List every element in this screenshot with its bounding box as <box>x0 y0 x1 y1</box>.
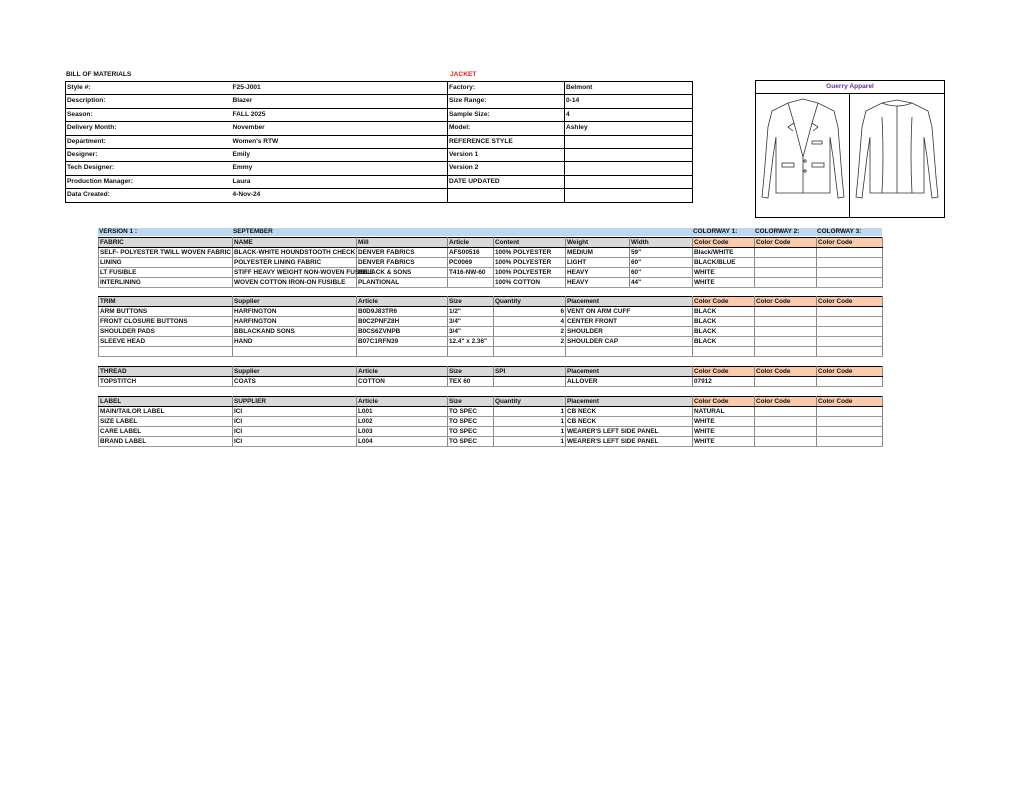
fabric-header-cell: Weight <box>566 238 630 248</box>
label-cell: WHITE <box>693 417 755 427</box>
back-sketch <box>852 97 942 215</box>
trim-header-cell: Placement <box>566 297 693 307</box>
colorway-3-label: COLORWAY 3: <box>816 228 882 236</box>
info-row <box>66 122 693 135</box>
thread-cell: COTTON <box>357 377 448 387</box>
info-right-value: Ashley <box>565 122 693 135</box>
trim-cell: BLACK <box>693 307 755 317</box>
fabric-cell: 100% POLYESTER <box>494 268 566 278</box>
fabric-header-cell: NAME <box>233 238 357 248</box>
fabric-cell: T416-NW-60 <box>448 268 494 278</box>
fabric-cell: STIFF HEAVY WEIGHT NON-WOVEN FUSIBLE <box>234 269 374 276</box>
trim-header-cell: Color Code <box>693 297 755 307</box>
trim-cell: SHOULDER PADS <box>99 327 233 337</box>
trim-cell: FRONT CLOSURE BUTTONS <box>99 317 233 327</box>
trim-cell: BLACK <box>693 317 755 327</box>
info-left-value: Women's RTW <box>232 135 448 148</box>
fabric-cell: LINING <box>99 258 233 268</box>
info-right-value <box>565 162 693 175</box>
label-cell <box>755 437 817 447</box>
trim-cell: 1/2" <box>448 307 494 317</box>
label-cell: L002 <box>357 417 448 427</box>
info-right-value <box>565 135 693 148</box>
info-left-value: November <box>232 122 448 135</box>
info-row <box>66 189 693 202</box>
label-cell: 1 <box>494 417 566 427</box>
info-left-label: Department: <box>66 135 232 148</box>
fabric-cell: 100% COTTON <box>494 278 566 288</box>
info-left-label: Production Manager: <box>66 175 232 188</box>
fabric-cell: WHITE <box>693 278 755 288</box>
front-sketch <box>758 97 848 215</box>
label-header-cell: Placement <box>566 397 693 407</box>
style-info-table <box>65 81 693 203</box>
thread-header-cell: Placement <box>566 367 693 377</box>
label-cell: SIZE LABEL <box>99 417 233 427</box>
label-header-cell: Quantity <box>494 397 566 407</box>
trim-cell <box>99 347 233 357</box>
label-header-cell: Article <box>357 397 448 407</box>
trim-cell <box>755 347 817 357</box>
thread-cell: TOPSTITCH <box>99 377 233 387</box>
label-cell <box>755 407 817 417</box>
info-left-value: F25-J001 <box>232 82 448 95</box>
info-right-label <box>448 189 565 202</box>
label-cell: ICI <box>233 417 357 427</box>
label-cell: CB NECK <box>566 417 693 427</box>
fabric-cell: HEAVY <box>566 268 630 278</box>
label-cell: TO SPEC <box>448 427 494 437</box>
version-bar <box>98 228 882 236</box>
trim-cell: 2 <box>494 327 566 337</box>
info-right-label: REFERENCE STYLE <box>448 135 565 148</box>
trim-cell: HAND <box>233 337 357 347</box>
fabric-cell <box>755 268 817 278</box>
trim-row <box>99 317 883 327</box>
colorway-1-label: COLORWAY 1: <box>692 228 754 236</box>
fabric-cell: DENVER FABRICS <box>357 258 448 268</box>
trim-header-cell: Size <box>448 297 494 307</box>
trim-cell <box>755 327 817 337</box>
thread-cell: ALLOVER <box>566 377 693 387</box>
fabric-cell: 100% POLYESTER <box>494 258 566 268</box>
trim-cell: B0D9J83TR6 <box>357 307 448 317</box>
label-cell <box>817 407 883 417</box>
fabric-cell <box>817 248 883 258</box>
thread-cell: TEX 60 <box>448 377 494 387</box>
trim-cell: SHOULDER <box>566 327 693 337</box>
trim-cell <box>817 347 883 357</box>
label-cell <box>817 417 883 427</box>
fabric-cell: AFS00516 <box>448 248 494 258</box>
trim-cell: B07C1RFN39 <box>357 337 448 347</box>
trim-cell: HARFINGTON <box>233 307 357 317</box>
label-cell: TO SPEC <box>448 417 494 427</box>
fabric-cell: 44" <box>630 278 693 288</box>
thread-header-cell: Size <box>448 367 494 377</box>
fabric-cell <box>817 278 883 288</box>
version-value: SEPTEMBER <box>232 228 692 236</box>
fabric-cell: BLACK/BLUE <box>693 258 755 268</box>
info-row <box>66 162 693 175</box>
trim-cell: B0C2PNFZ8H <box>357 317 448 327</box>
trim-cell: SLEEVE HEAD <box>99 337 233 347</box>
info-right-value <box>565 149 693 162</box>
info-left-label: Designer: <box>66 149 232 162</box>
label-cell: ICI <box>233 427 357 437</box>
info-right-value <box>565 175 693 188</box>
fabric-row <box>99 278 883 288</box>
trim-row <box>99 307 883 317</box>
label-cell: L001 <box>357 407 448 417</box>
fabric-cell: WHITE <box>693 268 755 278</box>
trim-cell <box>817 327 883 337</box>
trim-header-cell: Color Code <box>755 297 817 307</box>
label-cell: WEARER'S LEFT SIDE PANEL <box>566 437 693 447</box>
fabric-header-cell: Color Code <box>693 238 755 248</box>
info-left-value: Laura <box>232 175 448 188</box>
fabric-cell: LIGHT <box>566 258 630 268</box>
info-left-label: Style #: <box>66 82 232 95</box>
label-header-cell: Color Code <box>755 397 817 407</box>
trim-cell: HARFINGTON <box>233 317 357 327</box>
trim-header-cell: Color Code <box>817 297 883 307</box>
label-header-cell: LABEL <box>99 397 233 407</box>
thread-header-cell: Color Code <box>817 367 883 377</box>
trim-cell: BLACK <box>693 337 755 347</box>
label-cell: WEARER'S LEFT SIDE PANEL <box>566 427 693 437</box>
colorway-2-label: COLORWAY 2: <box>754 228 816 236</box>
trim-cell <box>817 307 883 317</box>
label-cell: ICI <box>233 437 357 447</box>
label-cell: NATURAL <box>693 407 755 417</box>
trim-cell <box>357 347 448 357</box>
info-right-label: DATE UPDATED <box>448 175 565 188</box>
label-cell: 1 <box>494 427 566 437</box>
info-row <box>66 95 693 108</box>
trim-cell: 4 <box>494 317 566 327</box>
trim-cell <box>817 317 883 327</box>
label-cell <box>755 417 817 427</box>
trim-cell <box>566 347 693 357</box>
thread-cell: 07912 <box>693 377 755 387</box>
label-cell: BRAND LABEL <box>99 437 233 447</box>
thread-header-cell: Article <box>357 367 448 377</box>
label-cell: WHITE <box>693 437 755 447</box>
label-row <box>99 437 883 447</box>
label-cell: CB NECK <box>566 407 693 417</box>
info-right-label: Size Range: <box>448 95 565 108</box>
thread-cell <box>817 377 883 387</box>
label-cell <box>817 427 883 437</box>
label-cell <box>817 437 883 447</box>
trim-row <box>99 337 883 347</box>
trim-cell: 3/4" <box>448 327 494 337</box>
trim-cell: BBLACKAND SONS <box>233 327 357 337</box>
trim-header-row <box>99 297 883 307</box>
fabric-cell: 100% POLYESTER <box>494 248 566 258</box>
info-right-value <box>565 189 693 202</box>
sketch-divider <box>849 94 850 217</box>
garment-type: JACKET <box>450 71 477 78</box>
trim-cell: VENT ON ARM CUFF <box>566 307 693 317</box>
label-row <box>99 417 883 427</box>
thread-cell: COATS <box>233 377 357 387</box>
fabric-header-cell: FABRIC <box>99 238 233 248</box>
info-left-value: Blazer <box>232 95 448 108</box>
trim-cell: BLACK <box>693 327 755 337</box>
label-header-cell: Color Code <box>817 397 883 407</box>
info-right-label: Version 1 <box>448 149 565 162</box>
label-cell: TO SPEC <box>448 407 494 417</box>
fabric-cell: BLACK-WHITE HOUNDSTOOTH CHECK <box>234 249 356 256</box>
fabric-cell: PC0069 <box>448 258 494 268</box>
info-row <box>66 135 693 148</box>
trim-cell: SHOULDER CAP <box>566 337 693 347</box>
label-cell <box>755 427 817 437</box>
label-header-cell: SUPPLIER <box>233 397 357 407</box>
thread-header-cell: Color Code <box>755 367 817 377</box>
info-right-label: Factory: <box>448 82 565 95</box>
thread-cell <box>755 377 817 387</box>
fabric-cell: 60" <box>630 258 693 268</box>
trim-table <box>98 296 883 357</box>
version-label: VERSION 1 : <box>98 228 232 236</box>
sketch-panel <box>755 80 945 218</box>
info-left-label: Season: <box>66 108 232 121</box>
trim-header-cell: Article <box>357 297 448 307</box>
label-cell: 1 <box>494 407 566 417</box>
info-left-value: FALL 2025 <box>232 108 448 121</box>
info-right-label: Version 2 <box>448 162 565 175</box>
info-row <box>66 149 693 162</box>
trim-cell <box>233 347 357 357</box>
fabric-cell: Black/WHITE <box>693 248 755 258</box>
fabric-header-cell: Content <box>494 238 566 248</box>
info-row <box>66 108 693 121</box>
fabric-cell: SELF- POLYESTER TWILL WOVEN FABRIC <box>100 249 232 256</box>
trim-cell: 12.4" x 2.36" <box>448 337 494 347</box>
trim-cell <box>448 347 494 357</box>
trim-cell: CENTER FRONT <box>566 317 693 327</box>
thread-header-cell: THREAD <box>99 367 233 377</box>
thread-table <box>98 366 883 387</box>
info-row <box>66 175 693 188</box>
trim-cell <box>755 307 817 317</box>
fabric-cell <box>755 278 817 288</box>
label-cell: L003 <box>357 427 448 437</box>
label-cell: CARE LABEL <box>99 427 233 437</box>
label-header-cell: Size <box>448 397 494 407</box>
info-left-value: Emily <box>232 149 448 162</box>
fabric-table <box>98 237 883 288</box>
trim-header-cell: Supplier <box>233 297 357 307</box>
fabric-header-cell: Mill <box>357 238 448 248</box>
thread-header-row <box>99 367 883 377</box>
trim-cell <box>693 347 755 357</box>
fabric-cell: MEDIUM <box>566 248 630 258</box>
fabric-cell <box>448 278 494 288</box>
brand-name: Guerry Apparel <box>756 81 944 94</box>
thread-row <box>99 377 883 387</box>
info-right-value: 0-14 <box>565 95 693 108</box>
fabric-cell: 60" <box>630 268 693 278</box>
fabric-cell: HEAVY <box>566 278 630 288</box>
fabric-cell: BBLACK & SONS <box>357 268 448 278</box>
fabric-cell: INTERLINING <box>99 278 233 288</box>
fabric-row <box>99 248 883 258</box>
trim-header-cell: TRIM <box>99 297 233 307</box>
info-left-label: Description: <box>66 95 232 108</box>
info-right-label: Model: <box>448 122 565 135</box>
fabric-cell <box>755 258 817 268</box>
label-cell: MAIN/TAILOR LABEL <box>99 407 233 417</box>
info-left-label: Delivery Month: <box>66 122 232 135</box>
info-left-value: Emmy <box>232 162 448 175</box>
trim-header-cell: Quantity <box>494 297 566 307</box>
fabric-cell: WOVEN COTTON IRON-ON FUSIBLE <box>233 278 357 288</box>
info-row <box>66 82 693 95</box>
trim-row <box>99 327 883 337</box>
fabric-header-cell: Width <box>630 238 693 248</box>
fabric-cell <box>817 268 883 278</box>
info-left-label: Tech Designer: <box>66 162 232 175</box>
trim-cell <box>755 317 817 327</box>
fabric-cell: LT FUSIBLE <box>99 268 233 278</box>
fabric-cell: DENVER FABRICS <box>357 248 448 258</box>
thread-header-cell: Supplier <box>233 367 357 377</box>
fabric-header-cell: Color Code <box>817 238 883 248</box>
thread-header-cell: SPI <box>494 367 566 377</box>
trim-cell <box>494 347 566 357</box>
label-header-cell: Color Code <box>693 397 755 407</box>
trim-cell: 3/4" <box>448 317 494 327</box>
trim-cell <box>755 337 817 347</box>
trim-cell: B0CS6ZVNPB <box>357 327 448 337</box>
info-right-value: Belmont <box>565 82 693 95</box>
fabric-header-cell: Article <box>448 238 494 248</box>
thread-header-cell: Color Code <box>693 367 755 377</box>
label-header-row <box>99 397 883 407</box>
info-left-label: Data Created: <box>66 189 232 202</box>
trim-cell <box>817 337 883 347</box>
trim-row <box>99 347 883 357</box>
fabric-header-cell: Color Code <box>755 238 817 248</box>
trim-cell: ARM BUTTONS <box>99 307 233 317</box>
label-cell: WHITE <box>693 427 755 437</box>
fabric-header-row <box>99 238 883 248</box>
fabric-cell: POLYESTER LINING FABRIC <box>233 258 357 268</box>
fabric-cell: PLANTIONAL <box>357 278 448 288</box>
info-left-value: 4-Nov-24 <box>232 189 448 202</box>
fabric-row <box>99 268 883 278</box>
fabric-cell <box>755 248 817 258</box>
label-cell: L004 <box>357 437 448 447</box>
label-cell: ICI <box>233 407 357 417</box>
fabric-cell: 59" <box>630 248 693 258</box>
fabric-row <box>99 258 883 268</box>
fabric-cell <box>817 258 883 268</box>
trim-cell: 2 <box>494 337 566 347</box>
info-right-value: 4 <box>565 108 693 121</box>
label-table <box>98 396 883 447</box>
label-row <box>99 407 883 417</box>
info-right-label: Sample Size: <box>448 108 565 121</box>
trim-cell: 6 <box>494 307 566 317</box>
label-row <box>99 427 883 437</box>
label-cell: 1 <box>494 437 566 447</box>
thread-cell <box>494 377 566 387</box>
doc-title: BILL OF MATERIALS <box>66 71 132 78</box>
label-cell: TO SPEC <box>448 437 494 447</box>
